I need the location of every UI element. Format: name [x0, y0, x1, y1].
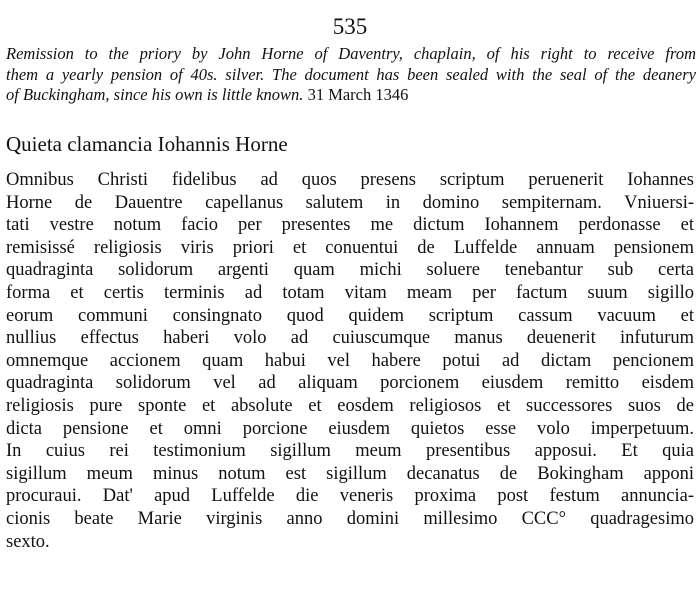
body-line: tati vestre notum facio per presentes me dictum Iohannem perdonasse et: [6, 215, 694, 236]
document-title: Quieta clamancia Iohannis Horne: [6, 132, 288, 156]
document-number: 535: [332, 14, 368, 39]
body-line: cionis beate Marie virginis anno domini millesimo CCC° quadragesimo: [6, 508, 694, 529]
body-line: In cuius rei testimonium sigillum meum presentibus apposui. Et quia: [6, 441, 694, 462]
body-line: dicta pensione et omni porcione eiusdem quietos esse volo imperpetuum.: [6, 418, 694, 439]
document-summary: [6, 44, 696, 106]
summary-line: them a yearly pension of 40s. silver. The document has been sealed with the seal of the deanery: [6, 64, 696, 84]
body-line: quadraginta solidorum argenti quam michi soluere tenebantur sub certa: [6, 260, 694, 281]
summary-line: of Buckingham, since his own is little known.: [6, 85, 304, 104]
summary-line: Remission to the priory by John Horne of Daventry, chaplain, of his right to receive from: [6, 44, 696, 63]
summary-last-line: [6, 85, 696, 106]
body-line: quadraginta solidorum vel ad aliquam porcionem eiusdem remitto eisdem: [6, 373, 694, 394]
document-body: [6, 169, 694, 553]
document-date: 31 March 1346: [307, 85, 409, 104]
body-line: sigillum meum minus notum est sigillum decanatus de Bokingham apponi: [6, 463, 694, 484]
body-line: procuraui. Dat' apud Luffelde die veneris proxima post festum annuncia-: [6, 486, 694, 507]
body-line: eorum communi consingnato quod quidem scriptum cassum vacuum et: [6, 305, 694, 326]
body-line: Horne de Dauentre capellanus salutem in domino sempiternam. Vniuersi-: [6, 192, 694, 213]
body-line: religiosis pure sponte et absolute et eosdem religiosos et successores suos de: [6, 395, 694, 416]
body-line: sexto.: [6, 531, 50, 552]
body-line: Omnibus Christi fidelibus ad quos presens scriptum peruenerit Iohannes: [6, 170, 694, 190]
body-line: remisissé religiosis viris priori et conuentui de Luffelde annuam pensionem: [6, 237, 694, 258]
body-line: forma et certis terminis ad totam vitam meam per factum suum sigillo: [6, 282, 694, 303]
body-line: omnemque accionem quam habui vel habere potui ad dictam pencionem: [6, 350, 694, 371]
body-line: nullius effectus haberi volo ad cuiuscumque manus deuenerit infuturum: [6, 328, 694, 349]
